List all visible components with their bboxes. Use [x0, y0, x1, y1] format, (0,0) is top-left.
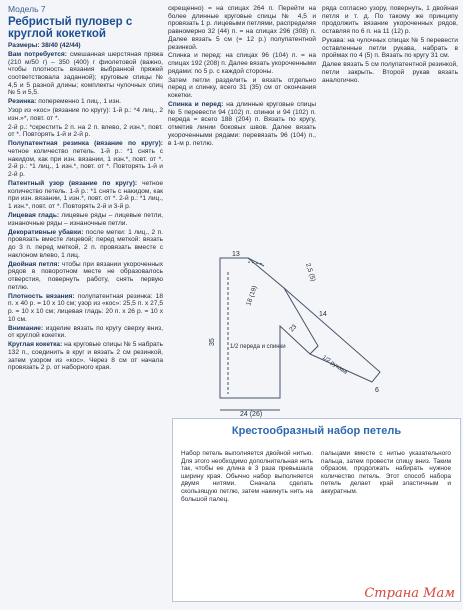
- attention: Внимание: изделие вязать по кругу сверху вниз, от круглой кокетки.: [8, 324, 163, 340]
- pattern-b: 2-й р.: *скрестить 2 п. на 2 п. влево, 2 изн.*, повт. от *. Повторять 1-й и 2-й р.: [8, 123, 163, 139]
- model-label: Модель 7: [8, 4, 46, 14]
- bottom-width-label: 24 (26): [240, 411, 263, 418]
- pattern-diagram: [172, 248, 462, 418]
- pattern-a: Узор из «кос» (вязание по кругу): 1-й р.: *4 лиц., 2 изн.»*, повт. от *.: [8, 107, 163, 122]
- technique-column-1: Набор петель выполняется двойной нитью. Для этого необходимо дополнительная нить так, чтобы ее длина в 3 раза превышала ширину края. Обычно набор выполняется двумя нитями. Сначала сделать скользящую петлю, затем накинуть нить на большой палец.: [181, 450, 313, 503]
- right-column: [322, 5, 458, 86]
- diag-dim-2: 23: [288, 323, 299, 334]
- right-text-3: Далее вязать 5 см полупатентной резинкой, петли закрыть. Второй рукав вязать аналогично.: [322, 61, 458, 84]
- technique-column-2: пальцами вместе с нитью указательного пальца, затем провести спицу вниз. Таким образом, продолжать набирать нужное количество петель. Этот способ набора петель делает край эластичным и аккуратным.: [321, 450, 451, 495]
- diag-dim-1: 18 (19): [245, 284, 259, 307]
- side-label: 14: [319, 311, 327, 318]
- half-patent: Полупатентная резинка (вязание по кругу): четное количество петель. 1-й р.: *1 снять с накидом, как при изн. вязании, 1 изн.*, повт. от *. 2-й р.: *1 лиц., 1 изн.*, повт. от *. Повторять 1-й и 2-й р.: [8, 140, 163, 179]
- gauge: Плотность вязания: полупатентная резинка: 18 п. х 40 р. = 10 х 10 см; узор из «кос»: 25,5 п. х 27,5 р. = 10 х 10 см; лицевая гладь: 20 п. х 26 р. = 10 х 10 см.: [8, 292, 163, 323]
- materials: Вам потребуется: смешанная шерстяная пряжа (210 м/50 г) – 350 (400) г фиолетовой (важно, чтобы плотность вязания выбранной пряжей соответствовала заданной); круговые спицы № 4,5 и 5 разной длины; комплекты чулочных спиц № 5 и 5,5.: [8, 50, 163, 97]
- middle-column: [168, 5, 316, 148]
- diag-dim-3: 2,5 (5): [304, 262, 317, 283]
- patent: Патентный узор (вязание по кругу): четное количество петель. 1-й р.: *1 снять с накидом, как при изн. вязании, 1 изн.*, повт. от *. 2-й р.: *1 лиц., 1 изн.*, повт. от *. Повторять 2-й и 3-й р.: [8, 180, 163, 211]
- sleeve-label: 1/2 рукава: [320, 354, 349, 376]
- top-dim-label: 13: [232, 251, 240, 258]
- technique-title: Крестообразный набор петель: [231, 425, 402, 437]
- page-title: Ребристый пуловер с круглой кокеткой: [8, 16, 133, 40]
- sleeve-outline: [284, 288, 380, 382]
- sizes-line: Размеры: 38/40 (42/44): [8, 42, 81, 49]
- decreases: Декоративные убавки: после метки: 1 лиц., 2 п. провязать вместе лицевой; перед меткой: вязать до 3 п. перед меткой, 2 п. провязать вместе с наклоном влево, 1 лиц.: [8, 228, 163, 259]
- mid-text-2: Спинка и перед: на спицах 96 (104) п. = на спицах 192 (208) п. Далее вязать укороченными рядами: по 5 р. с каждой стороны.: [168, 52, 316, 75]
- header: [8, 4, 168, 40]
- mid-text-1: скрещенно) = на спицах 264 п. Перейти на более длинные круговые спицы № 4,5 и провязать 1 р. лицевыми петлями, распределяя равномерно 32 (44) п. = на спицах 296 (308) п. Далее вязать 5 см (= 12 р.) полупатентной резинкой.: [168, 5, 316, 51]
- back-front: Спинка и перед: на длинные круговые спицы № 5 перевести 94 (102) п. спинки и 94 (102) п. переда = всего 188 (204) п. Вязать по кругу, отметив линии боковых швов. Далее вязать укороченными рядами: перевязать 96 (104) п., в 1-м р. петлю.: [168, 101, 316, 147]
- stockinette: Лицевая гладь: лицевые ряды – лицевые петли, изнаночные ряды – изнаночные петли.: [8, 212, 163, 227]
- yoke: Круглая кокетка: на круговые спицы № 5 набрать 132 п., соединить в круг и вязать 2 см резинкой, затем узором из «кос». Через 8 см от начала провязать 2 р. от наборного края.: [8, 341, 163, 372]
- double-loop: Двойная петля: чтобы при вязании укороченных рядов в поворотном месте не образовалось отверстия, повернуть работу, снять первую петлю.: [8, 260, 163, 291]
- chest-label: 1/2 переда и спинки: [230, 344, 286, 350]
- body-outline: [220, 258, 318, 398]
- technique-box: [172, 418, 461, 602]
- height-label: 35: [209, 338, 216, 346]
- rib: Резинка: попеременно 1 лиц., 1 изн.: [8, 98, 122, 106]
- right-text-1: ряда согласно узору, повернуть, 1 двойная петля и т. д. По такому же принципу продолжить вязание укороченных рядов, оставляя по 6 п. на 11 (12) р.: [322, 5, 458, 36]
- sleeve-bottom-label: 6: [375, 387, 379, 394]
- mid-text-3: Затем петли разделить и вязать отдельно перед и спинку, всего 31 (35) см от окончания кокетки.: [168, 76, 316, 100]
- right-text-2: Рукава: на чулочных спицах № 5 перевести оставленные петли рукава, набрать в проймах по 4 (5) п. Вязать по кругу 31 см.: [322, 37, 458, 60]
- watermark-logo: Страна Мам: [364, 586, 455, 601]
- left-column: [8, 42, 163, 373]
